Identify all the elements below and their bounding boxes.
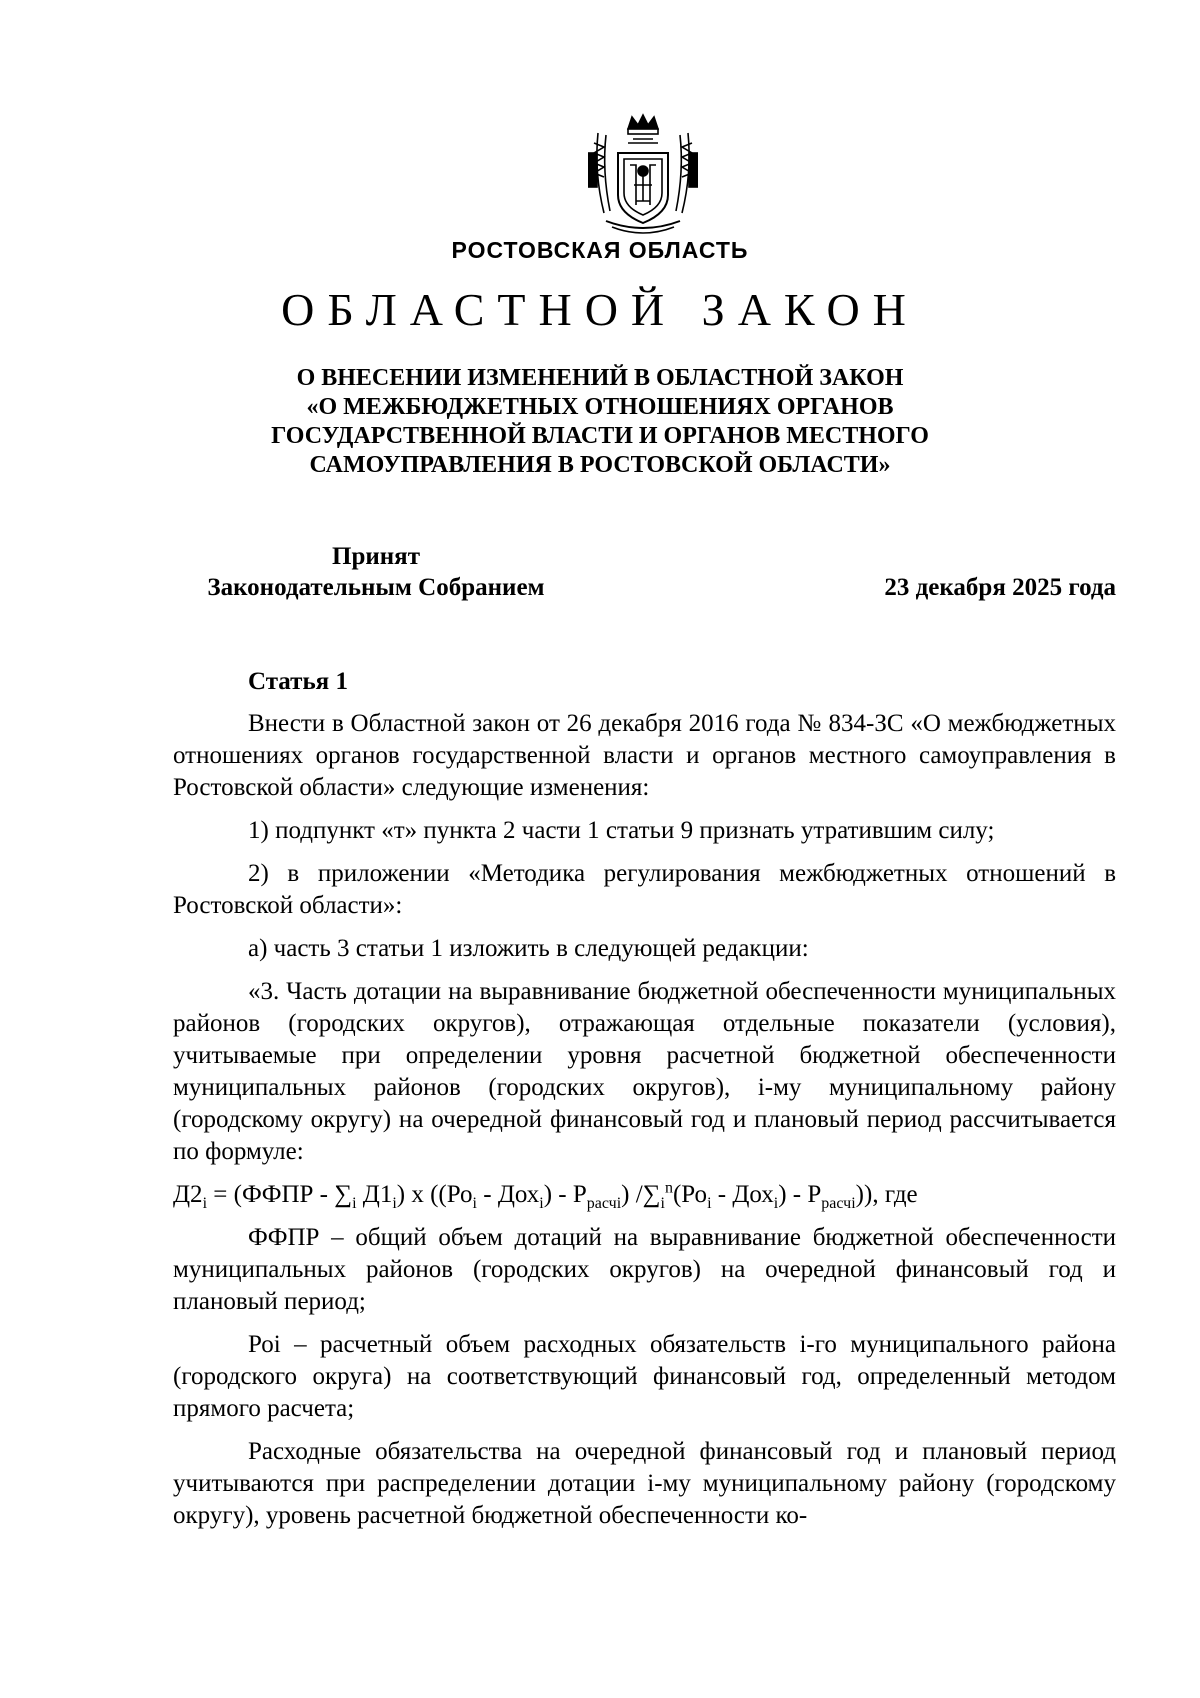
- formula: $Д2_i$ = (ФФПР - $\sum_i$ $Д1_i$) х $((Ро_i - Дох_i) - Р_{расчi})$ $/\sum_i^n(Ро_i - Дох_i) - Р_{расчi}$)), где: [173, 1179, 918, 1212]
- law-title-line: О ВНЕСЕНИИ ИЗМЕНЕНИЙ В ОБЛАСТНОЙ ЗАКОН: [296, 365, 904, 391]
- law-title-line: САМОУПРАВЛЕНИЯ В РОСТОВСКОЙ ОБЛАСТИ»: [309, 452, 891, 478]
- law-title-line: ГОСУДАРСТВЕННОЙ ВЛАСТИ И ОРГАНОВ МЕСТНОГО: [271, 423, 929, 449]
- adopted-by-block: [176, 541, 576, 603]
- paragraph: 1) подпункт «т» пункта 2 части 1 статьи 9 признать утратившим силу;: [248, 817, 995, 844]
- law-title: [0, 364, 1200, 480]
- paragraph: а) часть 3 статьи 1 изложить в следующей редакции:: [248, 935, 809, 962]
- paragraph: «3. Часть дотации на выравнивание бюджетной обеспеченности муниципальных районов (городских округов), отражающая отдельные показатели (условия), учитываемые при определении уровня расчетной бюджетной обеспеченности муниципальных районов (городских округов), i-му муниципальному району (городскому округу) на очередной финансовый год и плановый период рассчитывается по формуле:: [173, 978, 1116, 1165]
- paragraph: Внести в Областной закон от 26 декабря 2016 года № 834-ЗС «О межбюджетных отношениях органов государственной власти и органов местного самоуправления в Ростовской области» следующие изменения:: [173, 710, 1116, 801]
- adoption-date: 23 декабря 2025 года: [884, 574, 1116, 601]
- article-heading: Статья 1: [248, 668, 348, 695]
- paragraph: ФФПР – общий объем дотаций на выравнивание бюджетной обеспеченности муниципальных районов (городских округов) на очередной финансовый год и плановый период;: [173, 1224, 1116, 1315]
- law-type-heading: ОБЛАСТНОЙ ЗАКОН: [281, 284, 919, 335]
- paragraph: 2) в приложении «Методика регулирования межбюджетных отношений в Ростовской области»:: [173, 860, 1116, 919]
- region-name: РОСТОВСКАЯ ОБЛАСТЬ: [451, 237, 749, 263]
- law-title-line: «О МЕЖБЮДЖЕТНЫХ ОТНОШЕНИЯХ ОРГАНОВ: [306, 394, 894, 420]
- article-body: [173, 708, 1116, 1543]
- rostov-oblast-coat-of-arms-icon: [588, 113, 698, 238]
- adopted-label: Принят: [332, 543, 420, 570]
- paragraph: Расходные обязательства на очередной финансовый год и плановый период учитываются при распределении дотации i-му муниципальному району (городскому округу), уровень расчетной бюджетной обеспеченности ко-: [173, 1438, 1116, 1529]
- paragraph: Роi – расчетный объем расходных обязательств i-го муниципального района (городского округа) на соответствующий финансовый год, определенный методом прямого расчета;: [173, 1331, 1116, 1422]
- adopting-body: Законодательным Собранием: [207, 574, 545, 601]
